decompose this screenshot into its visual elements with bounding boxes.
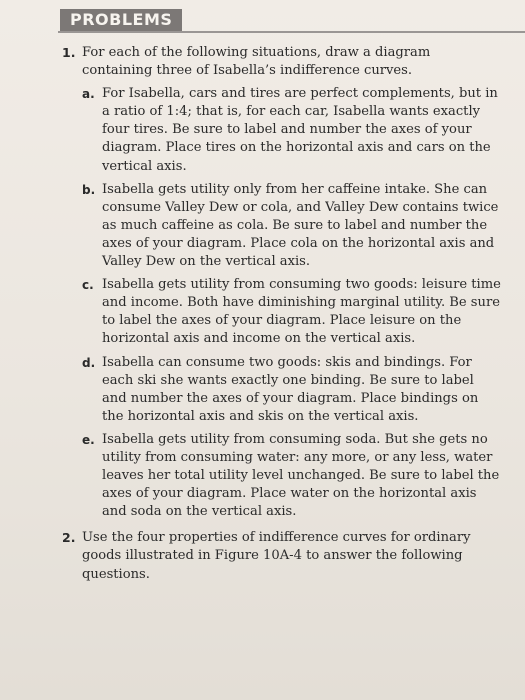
part-text: Isabella gets utility from consuming two goods: leisure time and income. Both have diminishing marginal utility. Be sure to label the axes of your diagram. Place leisure on the horizontal axis and income on the vertical axis. [102,277,501,347]
part-text: Isabella gets utility from consuming soda. But she gets no utility from consuming water: any more, or any less, water leaves her total utility level unchanged. Be sure to label the axes of your diagram. Place water on the horizontal axis and soda on the vertical axis. [102,431,500,520]
part-letter: a. [82,87,95,102]
part-d [82,354,502,426]
part-text: For Isabella, cars and tires are perfect complements, but in a ratio of 1:4; that is, for each car, Isabella wants exactly four tires. Be sure to label and number the axes of your diagram. Place tires on the horizontal axis and cars on the vertical axis. [102,86,498,174]
part-text: Isabella gets utility only from her caffeine intake. She can consume Valley Dew or cola, and Valley Dew contains twice as much caffeine as cola. Be sure to label and number the axes of your diagram. Place cola on the horizontal axis and Valley Dew on the vertical axis. [102,181,499,270]
problem-1 [62,44,502,521]
part-letter: e. [82,432,95,447]
part-e [82,431,502,521]
problem-number: 2. [62,530,76,546]
problem-text: For each of the following situations, draw a diagram containing three of Isabella’s indifference curves. [82,45,431,79]
part-letter: d. [82,355,96,370]
section-title: PROBLEMS [60,9,182,31]
part-c [82,276,502,348]
problems-content [62,44,502,584]
problem-text: Use the four properties of indifference curves for ordinary goods illustrated in Figure 10A-4 to answer the following questions. [82,530,471,582]
part-text: Isabella can consume two goods: skis and bindings. For each ski she wants exactly one binding. Be sure to label and number the axes of your diagram. Place bindings on the horizontal axis and skis on the vertical axis. [102,354,479,424]
part-a [82,85,502,175]
problem-1-parts [82,85,502,521]
part-letter: c. [82,278,94,293]
problem-number: 1. [62,45,76,60]
problem-2 [62,529,502,583]
part-letter: b. [82,182,96,197]
part-b [82,181,502,271]
